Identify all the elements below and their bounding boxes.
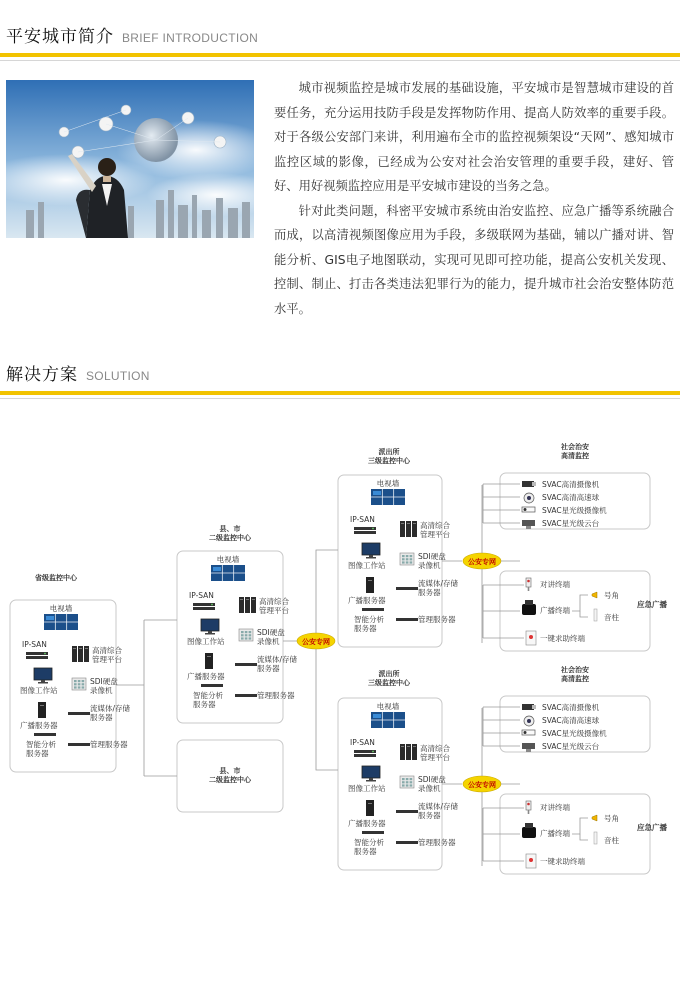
camera-label: SVAC高清摄像机 — [542, 480, 600, 489]
analysis-server-icon — [34, 733, 56, 736]
sdi-recorder-icon — [249, 631, 252, 633]
workstation-icon — [201, 619, 219, 631]
sdi-recorder-icon — [406, 558, 409, 560]
analysis-server-icon — [362, 831, 384, 834]
server-rack-icon — [79, 648, 82, 649]
sdi-recorder-label: 录像机 — [418, 784, 441, 793]
solution-section-subtitle: SOLUTION — [86, 369, 150, 383]
tv-wall-label: 电视墙 — [376, 479, 400, 488]
server-rack-icon — [413, 746, 416, 747]
broadcast-terminal-label: 广播终端 — [540, 829, 570, 838]
horn-label: 号角 — [604, 591, 619, 600]
starlight-ptz-icon — [526, 526, 531, 529]
stream-server-label: 服务器 — [418, 811, 441, 820]
sdi-recorder-icon — [82, 686, 85, 688]
analysis-server-icon — [201, 684, 223, 687]
intro-paragraph-1: 城市视频监控是城市发展的基础设施，平安城市是智慧城市建设的首要任务，充分运用技防手段是发挥物防作用、提高人防效率的重要手段。对于各级公安部门来讲，利用遍布全市的监控视频架设“天网”、感知城市监控区域的影像，已经成为公安对社会治安管理的重要手段，建好、管好、用好视频监控应用是平安城市建设的当务之急。 — [274, 81, 674, 193]
server-rack-icon — [407, 746, 410, 747]
mgmt-server-icon — [235, 694, 257, 697]
sdi-recorder-icon — [406, 784, 409, 786]
intercom-label: 对讲终端 — [540, 803, 570, 812]
broadcast-server-icon — [366, 577, 374, 593]
workstation-icon — [208, 631, 212, 633]
help-terminal-label: 一键求助终端 — [540, 857, 585, 866]
analysis-server-label: 智能分析 — [354, 615, 384, 624]
solution-section-title: 解决方案 — [6, 365, 78, 385]
broadcast-server-icon — [38, 702, 46, 718]
public-security-title: 高清监控 — [561, 675, 589, 683]
workstation-icon — [369, 555, 373, 557]
analysis-server-label: 服务器 — [26, 749, 49, 758]
ip-san-icon — [372, 528, 374, 530]
sdi-recorder-icon — [245, 631, 248, 633]
tv-wall-icon — [46, 616, 54, 620]
analysis-server-label: 智能分析 — [26, 740, 56, 749]
public-security-title: 高清监控 — [561, 452, 589, 460]
intercom-icon — [526, 578, 531, 587]
broadcast-server-icon — [207, 656, 211, 657]
sdi-recorder-icon — [78, 680, 81, 682]
police-center-title: 三级监控中心 — [368, 457, 410, 465]
analysis-server-icon — [362, 608, 384, 611]
analysis-server-label: 智能分析 — [354, 838, 384, 847]
intercom-icon — [527, 580, 530, 583]
ip-san-icon — [44, 653, 46, 655]
broadcast-terminal-icon — [522, 604, 536, 615]
sdi-recorder-icon — [410, 781, 413, 783]
starlight-camera-icon — [524, 731, 527, 734]
workstation-icon — [362, 543, 380, 555]
sdi-recorder-icon — [406, 778, 409, 780]
county-center-2-title: 县、市 — [219, 767, 241, 775]
county-center-title: 县、市 — [219, 525, 241, 533]
broadcast-server-icon — [368, 803, 372, 804]
broadcast-server-label: 广播服务器 — [187, 672, 225, 681]
camera-label: SVAC星光级云台 — [542, 742, 600, 751]
workstation-label: 图像工作站 — [187, 637, 225, 646]
hd-platform-label: 高清综合 — [92, 646, 122, 655]
sdi-recorder-label: 录像机 — [418, 561, 441, 570]
sdi-recorder-icon — [74, 683, 77, 685]
hd-platform-label: 高清综合 — [420, 744, 450, 753]
analysis-server-label: 服务器 — [354, 847, 377, 856]
sdi-recorder-label: SDI硬盘 — [418, 552, 446, 561]
workstation-label: 图像工作站 — [348, 561, 386, 570]
ip-san-icon — [211, 604, 213, 606]
intro-text — [274, 76, 674, 321]
police-center-2-title: 派出所 — [378, 670, 400, 678]
solution-accent-bar — [0, 391, 680, 395]
workstation-icon — [362, 766, 380, 778]
sdi-recorder-icon — [78, 686, 81, 688]
sdi-recorder-icon — [406, 555, 409, 557]
help-terminal-icon — [529, 858, 533, 862]
analysis-server-label: 服务器 — [193, 700, 216, 709]
broadcast-server-icon — [40, 705, 44, 706]
analysis-server-label: 智能分析 — [193, 691, 223, 700]
sdi-recorder-icon — [402, 781, 405, 783]
intro-accent-bar — [0, 53, 680, 57]
intro-section-title: 平安城市简介 — [6, 27, 114, 47]
stream-server-icon — [396, 810, 418, 813]
stream-server-icon — [68, 712, 90, 715]
camera-label: SVAC星光级云台 — [542, 519, 600, 528]
sdi-recorder-label: SDI硬盘 — [257, 628, 285, 637]
workstation-icon — [41, 680, 45, 682]
sdi-recorder-icon — [245, 634, 248, 636]
intro-section-subtitle: BRIEF INTRODUCTION — [122, 31, 259, 45]
ip-san-label: IP-SAN — [22, 640, 47, 649]
sdi-recorder-label: SDI硬盘 — [418, 775, 446, 784]
sdi-recorder-icon — [249, 637, 252, 639]
stream-server-label: 服务器 — [418, 588, 441, 597]
hd-platform-label: 管理平台 — [420, 530, 450, 539]
starlight-ptz-icon — [522, 743, 535, 749]
sdi-recorder-icon — [82, 680, 85, 682]
tv-wall-label: 电视墙 — [216, 555, 240, 564]
sdi-recorder-icon — [402, 558, 405, 560]
broadcast-server-label: 广播服务器 — [348, 819, 386, 828]
broadcast-terminal-icon — [525, 600, 533, 605]
help-terminal-label: 一键求助终端 — [540, 634, 585, 643]
sdi-recorder-icon — [245, 637, 248, 639]
sdi-recorder-icon — [402, 784, 405, 786]
sdi-recorder-icon — [74, 686, 77, 688]
tv-wall-label: 电视墙 — [49, 604, 73, 613]
connector-line — [316, 649, 338, 770]
intercom-icon — [526, 801, 531, 810]
hd-camera-icon — [532, 705, 536, 709]
starlight-ptz-icon — [522, 520, 535, 526]
ip-san-icon — [372, 751, 374, 753]
server-rack-icon — [246, 599, 249, 600]
sdi-recorder-label: 录像机 — [257, 637, 280, 646]
police-center-2-title: 三级监控中心 — [368, 679, 410, 687]
intercom-icon — [527, 803, 530, 806]
public-security-title: 社会治安 — [561, 666, 589, 674]
ip-san-label: IP-SAN — [350, 738, 375, 747]
sdi-recorder-label: SDI硬盘 — [90, 677, 118, 686]
emergency-broadcast-label: 应急广播 — [637, 600, 667, 609]
stream-server-label: 服务器 — [257, 664, 280, 673]
server-rack-icon — [73, 648, 76, 649]
intro-paragraph-2: 针对此类问题，科密平安城市系统由治安监控、应急广播等系统融合而成，以高清视频图像应用为手段，多级联网为基础，辅以广播对讲、智能分析、GIS电子地图联动，实现可见即可控功能，提高公安机关发现、控制、制止、打击各类违法犯罪行为的能力，提升城市社会治安整体防范水平。 — [274, 203, 674, 316]
mgmt-server-icon — [396, 618, 418, 621]
connector-line — [316, 550, 338, 633]
hd-platform-label: 高清综合 — [420, 521, 450, 530]
server-rack-icon — [240, 599, 243, 600]
tv-wall-icon — [213, 567, 221, 571]
broadcast-server-icon — [368, 580, 372, 581]
sdi-recorder-icon — [249, 634, 252, 636]
stream-server-icon — [396, 587, 418, 590]
server-rack-icon — [252, 599, 255, 600]
speed-dome-icon — [527, 719, 531, 723]
intro-divider — [0, 60, 680, 61]
ip-san-label: IP-SAN — [350, 515, 375, 524]
emergency-broadcast-label: 应急广播 — [637, 823, 667, 832]
stream-server-label: 流媒体/存储 — [418, 802, 459, 811]
hd-platform-label: 管理平台 — [259, 606, 289, 615]
sdi-recorder-icon — [410, 561, 413, 563]
ip-san-icon — [26, 656, 48, 659]
sdi-recorder-label: 录像机 — [90, 686, 113, 695]
county-center-2-title: 二级监控中心 — [209, 776, 251, 784]
solution-divider — [0, 398, 680, 399]
hd-platform-label: 高清综合 — [259, 597, 289, 606]
sdi-recorder-icon — [410, 555, 413, 557]
broadcast-server-icon — [366, 800, 374, 816]
horn-label: 号角 — [604, 814, 619, 823]
hd-platform-label: 管理平台 — [420, 753, 450, 762]
tv-wall-label: 电视墙 — [376, 702, 400, 711]
workstation-label: 图像工作站 — [348, 784, 386, 793]
sdi-recorder-icon — [410, 784, 413, 786]
public-security-title: 社会治安 — [561, 443, 589, 451]
server-rack-icon — [413, 523, 416, 524]
speed-dome-icon — [527, 496, 531, 500]
intercom-icon — [528, 810, 530, 814]
stream-server-label: 服务器 — [90, 713, 113, 722]
sdi-recorder-icon — [74, 680, 77, 682]
sdi-recorder-icon — [82, 683, 85, 685]
mgmt-server-icon — [396, 841, 418, 844]
starlight-ptz-icon — [526, 749, 531, 752]
intercom-label: 对讲终端 — [540, 580, 570, 589]
workstation-icon — [369, 778, 373, 780]
camera-label: SVAC高清摄像机 — [542, 703, 600, 712]
stream-server-label: 流媒体/存储 — [418, 579, 459, 588]
sdi-recorder-icon — [406, 781, 409, 783]
workstation-icon — [34, 668, 52, 680]
workstation-icon — [38, 682, 48, 684]
sdi-recorder-icon — [406, 561, 409, 563]
hd-platform-label: 管理平台 — [92, 655, 122, 664]
stream-server-label: 流媒体/存储 — [257, 655, 298, 664]
camera-label: SVAC高清高速球 — [542, 493, 600, 502]
analysis-server-label: 服务器 — [354, 624, 377, 633]
server-rack-icon — [85, 648, 88, 649]
intro-photo — [6, 80, 254, 238]
help-terminal-icon — [529, 635, 533, 639]
mgmt-server-label: 管理服务器 — [257, 691, 295, 700]
speaker-column-icon — [594, 832, 597, 844]
speaker-label: 音柱 — [604, 836, 619, 845]
solution-diagram — [0, 420, 680, 980]
sdi-recorder-icon — [410, 778, 413, 780]
sdi-recorder-icon — [410, 558, 413, 560]
police-center-title: 派出所 — [378, 448, 400, 456]
broadcast-server-label: 广播服务器 — [348, 596, 386, 605]
workstation-icon — [366, 780, 376, 782]
workstation-label: 图像工作站 — [20, 686, 58, 695]
server-rack-icon — [407, 523, 410, 524]
ip-san-icon — [354, 531, 376, 534]
starlight-camera-icon — [524, 508, 527, 511]
mgmt-server-label: 管理服务器 — [90, 740, 128, 749]
server-rack-icon — [401, 746, 404, 747]
mgmt-server-icon — [68, 743, 90, 746]
sdi-recorder-icon — [241, 637, 244, 639]
tv-wall-icon — [373, 714, 381, 718]
broadcast-terminal-icon — [522, 827, 536, 838]
broadcast-terminal-icon — [525, 823, 533, 828]
workstation-icon — [205, 633, 215, 635]
tv-wall-icon — [373, 491, 381, 495]
server-rack-icon — [401, 523, 404, 524]
broadcast-terminal-label: 广播终端 — [540, 606, 570, 615]
mgmt-server-label: 管理服务器 — [418, 615, 456, 624]
speaker-label: 音柱 — [604, 613, 619, 622]
hd-camera-icon — [532, 482, 536, 486]
ip-san-icon — [193, 607, 215, 610]
sdi-recorder-icon — [402, 778, 405, 780]
network-badge-label: 公安专网 — [302, 637, 330, 646]
camera-label: SVAC星光级摄像机 — [542, 729, 607, 738]
stream-server-icon — [235, 663, 257, 666]
sdi-recorder-icon — [241, 634, 244, 636]
network-badge-label: 公安专网 — [468, 780, 496, 789]
sdi-recorder-icon — [402, 561, 405, 563]
workstation-icon — [366, 557, 376, 559]
province-center-title: 省级监控中心 — [35, 574, 77, 582]
sdi-recorder-icon — [402, 555, 405, 557]
sdi-recorder-icon — [78, 683, 81, 685]
intercom-icon — [528, 587, 530, 591]
network-badge-label: 公安专网 — [468, 557, 496, 566]
stream-server-label: 流媒体/存储 — [90, 704, 131, 713]
county-center-title: 二级监控中心 — [209, 534, 251, 542]
sdi-recorder-icon — [241, 631, 244, 633]
ip-san-icon — [354, 754, 376, 757]
camera-label: SVAC高清高速球 — [542, 716, 600, 725]
ip-san-label: IP-SAN — [189, 591, 214, 600]
broadcast-server-label: 广播服务器 — [20, 721, 58, 730]
camera-label: SVAC星光级摄像机 — [542, 506, 607, 515]
broadcast-server-icon — [205, 653, 213, 669]
mgmt-server-label: 管理服务器 — [418, 838, 456, 847]
speaker-column-icon — [594, 609, 597, 621]
